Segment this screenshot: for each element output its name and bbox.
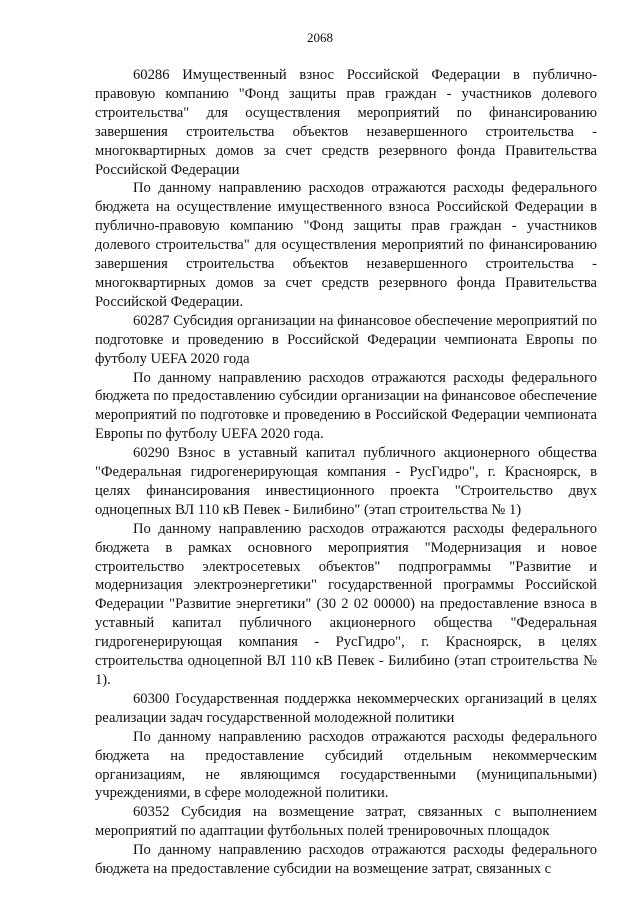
paragraph-60300-description: По данному направлению расходов отражаются расходы федерального бюджета на предоставление субсидий отдельным некоммерческим организациям, не являющимся государственными (муниципальными) учреждениями, в сфере молодежной политики.	[95, 728, 597, 802]
paragraph-60286-title: 60286 Имущественный взнос Российской Федерации в публично-правовую компанию "Фонд защиты прав граждан - участников долевого строительства" для осуществления мероприятий по финансированию завершения строительства объектов незавершенного строительства - многоквартирных домов за счет средств резервного фонда Правительства Российской Федерации	[95, 67, 597, 178]
paragraph-60286-description: По данному направлению расходов отражаются расходы федерального бюджета на осуществление имущественного взноса Российской Федерации в публично-правовую компанию "Фонд защиты прав граждан - участников долевого строительства" для осуществления мероприятий по финансированию завершения строительства объектов незавершенного строительства - многоквартирных домов за счет средств резервного фонда Правительства Российской Федерации.	[95, 180, 597, 310]
paragraph-60290-title: 60290 Взнос в уставный капитал публичного акционерного общества "Федеральная гидрогенерирующая компания - РусГидро", г. Красноярск, в целях финансирования инвестиционного проекта "Строительство двух одноцепных ВЛ 110 кВ Певек - Билибино" (этап строительства № 1)	[95, 445, 597, 518]
paragraph-60290-description: По данному направлению расходов отражаются расходы федерального бюджета в рамках основного мероприятия "Модернизация и новое строительство электросетевых объектов" подпрограммы "Развитие и модернизация электроэнергетики" государственной программы Российской Федерации "Развитие энергетики" (30 2 02 00000) на предоставление взноса в уставный капитал публичного акционерного общества "Федеральная гидрогенерирующая компания - РусГидро", г. Красноярск, в целях строительства одноцепной ВЛ 110 кВ Певек - Билибино (этап строительства № 1).	[95, 520, 597, 688]
page-number: 2068	[307, 30, 333, 45]
paragraph-60287-description: По данному направлению расходов отражаются расходы федерального бюджета по предоставлению субсидии организации на финансовое обеспечение мероприятий по подготовке и проведению в Российской Федерации чемпионата Европы по футболу UEFA 2020 года.	[95, 369, 597, 443]
paragraph-60300-title: 60300 Государственная поддержка некоммерческих организаций в целях реализации задач государственной молодежной политики	[95, 690, 597, 726]
paragraph-60287-title: 60287 Субсидия организации на финансовое обеспечение мероприятий по подготовке и проведению в Российской Федерации чемпионата Европы по футболу UEFA 2020 года	[95, 312, 597, 367]
paragraph-60352-description: По данному направлению расходов отражаются расходы федерального бюджета на предоставление субсидии на возмещение затрат, связанных с	[95, 842, 597, 878]
document-body	[95, 66, 597, 879]
paragraph-60352-title: 60352 Субсидия на возмещение затрат, связанных с выполнением мероприятий по адаптации футбольных полей тренировочных площадок	[95, 804, 597, 840]
